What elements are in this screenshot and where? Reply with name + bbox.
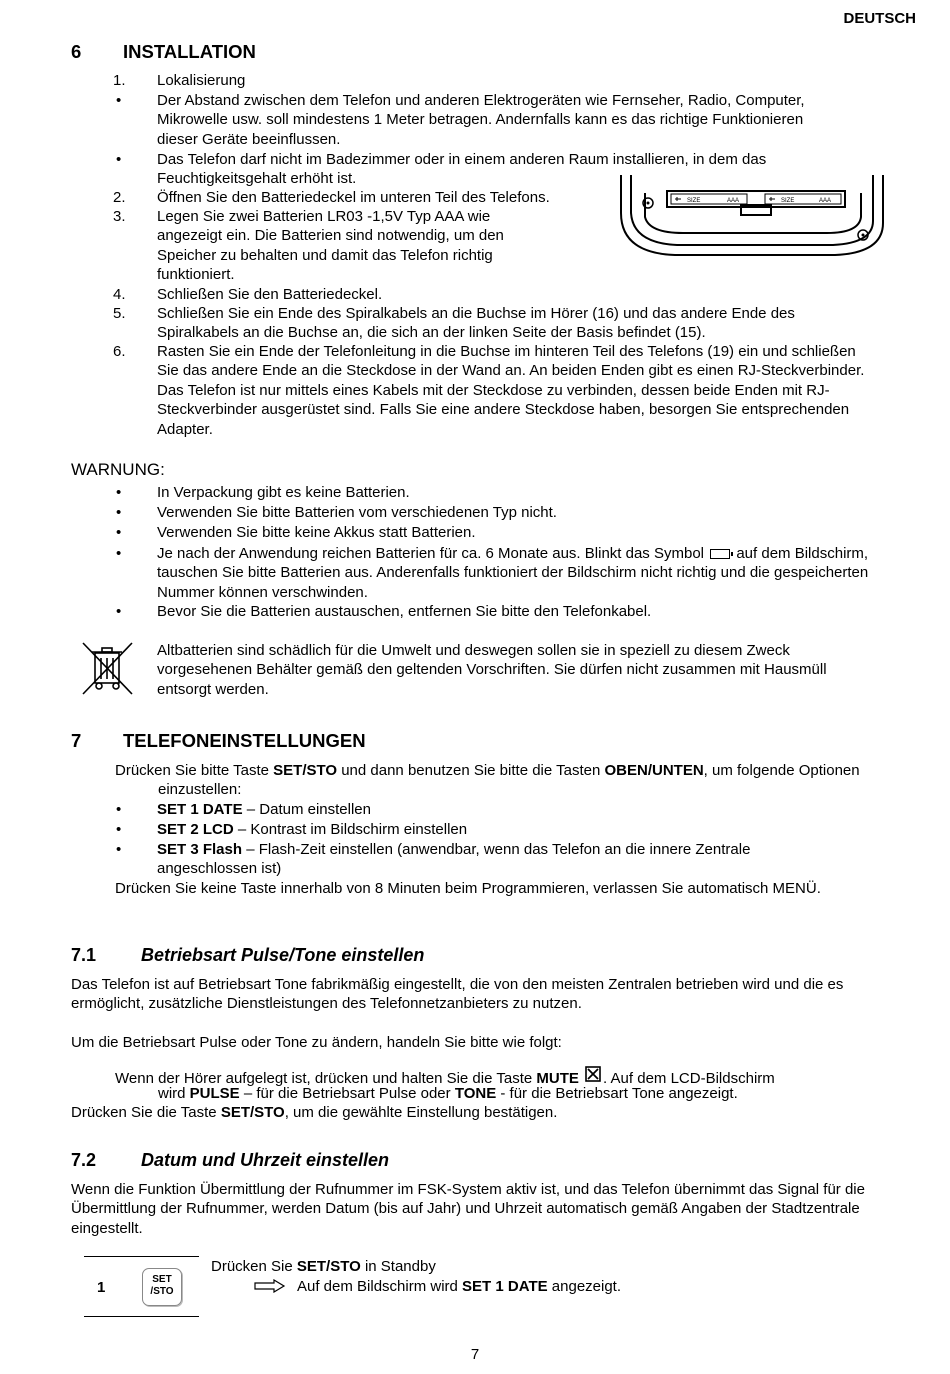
list-marker: 2. (113, 189, 126, 206)
arrow-right-icon (254, 1279, 286, 1293)
list-text: Verwenden Sie bitte Batterien vom verschiedenen Typ nicht. (157, 504, 557, 521)
warning-text: Je nach der Anwendung reichen Batterien für ca. 6 Monate aus. Blinkt das Symbol (157, 545, 704, 562)
list-text: Legen Sie zwei Batterien LR03 -1,5V Typ AAA wie angezeigt ein. Die Batterien sind notwendig, um den Speicher zu behalten und damit das Telefon richtig funktioniert. (157, 208, 504, 284)
list-marker: 3. (113, 208, 126, 225)
key-name: SET/STO (296, 1258, 361, 1275)
mode-name: PULSE (189, 1085, 240, 1102)
mute-icon (583, 1065, 603, 1085)
paragraph: Das Telefon ist auf Betriebsart Tone fabrikmäßig eingestellt, die von den meisten Zentralen betrieben wird und die es ermöglicht, zusätzliche Dienstleistungen des Telefonnetzanbieters zu nutzen. (71, 976, 844, 1013)
instruction-text: – für die Betriebsart Pulse oder (239, 1085, 455, 1102)
list-item (113, 304, 893, 343)
bullet: • (116, 151, 122, 168)
option-key: SET 1 DATE (157, 801, 243, 818)
step-rule-top (84, 1256, 199, 1257)
option-key: SET 2 LCD (157, 821, 234, 838)
section-number: 7.1 (71, 945, 97, 965)
option-text (157, 800, 893, 819)
list-item (113, 71, 893, 90)
key-name: OBEN/UNTEN (604, 762, 704, 779)
list-text: Schließen Sie den Batteriedeckel. (157, 286, 383, 303)
list-text: Rasten Sie ein Ende der Telefonleitung in die Buchse im hinteren Teil des Telefons (19) ein und schließen Sie das andere Ende an die Steckdose in der Wand an. An beiden Enden gibt es einen RJ-Steckverbinder. Das Telefon ist nur mittels eines Kabels mit der Steckdose zu verbinden, dessen beide Enden mit RJ-Steckverbinder ausgerüstet sind. Falls Sie eine andere Steckdose haben, besorgen Sie entsprechenden Adapter. (157, 343, 865, 438)
bullet: • (116, 545, 122, 562)
instruction-text: wird (158, 1085, 190, 1102)
list-text: Lokalisierung (157, 72, 246, 89)
list-text: Bevor Sie die Batterien austauschen, entfernen Sie bitte den Telefonkabel. (157, 603, 652, 620)
key-label-top: SET (152, 1274, 172, 1285)
list-marker: 5. (113, 305, 126, 322)
list-text (157, 544, 872, 602)
list-text: Öffnen Sie den Batteriedeckel im unteren Teil des Telefons. (157, 189, 550, 206)
separator: – (242, 801, 260, 818)
display-text: SET 1 DATE (462, 1278, 548, 1295)
battery-aaa-label: AAA (819, 198, 832, 204)
battery-size-label: SIZE (781, 198, 795, 204)
warning-heading: WARNUNG: (71, 460, 165, 479)
list-item (113, 91, 893, 149)
intro-text: und dann benutzen Sie bitte die Tasten (337, 762, 605, 779)
step-number: 1 (97, 1279, 106, 1296)
section-number: 6 (71, 41, 82, 62)
paragraph (71, 1103, 871, 1122)
section-number: 7.2 (71, 1150, 97, 1170)
section-title: Betriebsart Pulse/Tone einstellen (141, 945, 425, 965)
list-text: In Verpackung gibt es keine Batterien. (157, 484, 410, 501)
key-name: MUTE (536, 1070, 579, 1087)
section-number: 7 (71, 730, 82, 751)
list-text: Schließen Sie ein Ende des Spiralkabels an die Buchse im Hörer (16) und das andere Ende des Spiralkabels an die Buchse an, die sich an der linken Seite der Basis befindet (15). (157, 305, 795, 342)
option-item (113, 820, 893, 839)
section-title: Datum und Uhrzeit einstellen (141, 1150, 390, 1170)
warning-text: auf dem Bildschirm, tauschen Sie bitte Batterien aus. Anderenfalls funktioniert der Bildschirm nicht richtig und die gespeicherten Nummer können verschwinden. (157, 545, 869, 601)
section-7-1-heading (71, 946, 571, 970)
bullet: • (116, 801, 122, 818)
option-text (157, 840, 847, 879)
settings-outro: Drücken Sie keine Taste innerhalb von 8 Minuten beim Programmieren, verlassen Sie automatisch MENÜ. (115, 880, 821, 897)
instruction-text: Wenn der Hörer aufgelegt ist, drücken und halten Sie die Taste (115, 1070, 537, 1087)
recycle-note: Altbatterien sind schädlich für die Umwelt und deswegen sollen sie in speziell zu diesem Zweck vorgesehenen Behälter gemäß den geltenden Vorschriften. Sie dürfen nicht zusammen mit Hausmüll entsorgt werden. (157, 642, 827, 698)
instruction-text: in Standby (360, 1258, 436, 1275)
step-instruction (211, 1257, 436, 1276)
option-key: SET 3 Flash (157, 841, 243, 858)
bullet: • (116, 524, 122, 541)
bullet: • (116, 504, 122, 521)
option-desc: Flash-Zeit einstellen (anwendbar, wenn das Telefon an die innere Zentrale angeschlossen ist) (157, 841, 751, 878)
instruction-text: angezeigt. (547, 1278, 622, 1295)
instruction-text: Drücken Sie die Taste (71, 1104, 221, 1121)
page-number: 7 (470, 1346, 480, 1363)
instruction-text: - für die Betriebsart Tone angezeigt. (496, 1085, 738, 1102)
list-marker: 1. (113, 72, 126, 89)
bullet: • (116, 821, 122, 838)
list-item (113, 544, 893, 602)
list-marker: 6. (113, 343, 126, 360)
list-item (113, 483, 893, 502)
instruction-text: , um die gewählte Einstellung bestätigen. (284, 1104, 558, 1121)
language-label: DEUTSCH (843, 10, 916, 27)
step-result (297, 1277, 621, 1296)
step-rule-bottom (84, 1316, 199, 1317)
key-label-bottom: /STO (150, 1286, 174, 1297)
instruction-text: Auf dem Bildschirm wird (297, 1278, 463, 1295)
list-item (113, 602, 893, 621)
list-item (113, 523, 893, 542)
battery-low-icon (710, 549, 730, 559)
section-title: INSTALLATION (123, 41, 256, 62)
section-7-2-heading (71, 1151, 571, 1175)
list-item (113, 342, 893, 439)
paragraph: Um die Betriebsart Pulse oder Tone zu ändern, handeln Sie bitte wie folgt: (71, 1034, 562, 1051)
battery-size-label: SIZE (687, 198, 701, 204)
intro-text: , um folgende Optionen einzustellen: (158, 762, 860, 799)
separator: – (242, 841, 259, 858)
list-text: Der Abstand zwischen dem Telefon und anderen Elektrogeräten wie Fernseher, Radio, Computer, Mikrowelle usw. soll mindestens 1 Meter betragen. Andernfalls kann es das richtige Funktionieren dieser Geräte beeinflussen. (157, 92, 805, 148)
paragraph: Wenn die Funktion Übermittlung der Rufnummer im FSK-System aktiv ist, und das Telefon übernimmt das Signal für die Übermittlung der Rufnummer, werden Datum (bis auf Jahr) und Uhrzeit automatisch gemäß Angaben der Stadtzentrale eingestellt. (71, 1181, 865, 1237)
option-item (113, 840, 893, 879)
crossed-out-bin-icon (80, 640, 136, 698)
bullet: • (116, 484, 122, 501)
instruction-text: Drücken Sie (211, 1258, 297, 1275)
battery-compartment-figure (615, 173, 895, 273)
option-text (157, 820, 893, 839)
instruction-text: . Auf dem LCD-Bildschirm (603, 1070, 775, 1087)
mode-name: TONE (454, 1085, 497, 1102)
settings-intro (115, 761, 878, 800)
list-item (113, 285, 893, 304)
section-title: TELEFONEINSTELLUNGEN (123, 730, 366, 751)
intro-text: Drücken Sie bitte Taste (115, 762, 274, 779)
bullet: • (116, 841, 122, 858)
key-name: SET/STO (220, 1104, 285, 1121)
section-6-heading (71, 42, 471, 66)
option-desc: Datum einstellen (259, 801, 371, 818)
bullet: • (116, 92, 122, 109)
mute-instruction-cont (158, 1084, 878, 1103)
list-text: Das Telefon darf nicht im Badezimmer oder in einem anderen Raum installieren, in dem das Feuchtigkeitsgehalt erhöht ist. (157, 151, 767, 188)
list-marker: 4. (113, 286, 126, 303)
list-item (113, 503, 893, 522)
bullet: • (116, 603, 122, 620)
separator: – (233, 821, 251, 838)
set-sto-key (142, 1268, 182, 1306)
battery-aaa-label: AAA (727, 198, 740, 204)
list-text: Verwenden Sie bitte keine Akkus statt Batterien. (157, 524, 476, 541)
key-name: SET/STO (273, 762, 338, 779)
section-7-heading (71, 731, 571, 755)
option-desc: Kontrast im Bildschirm einstellen (250, 821, 468, 838)
option-item (113, 800, 893, 819)
